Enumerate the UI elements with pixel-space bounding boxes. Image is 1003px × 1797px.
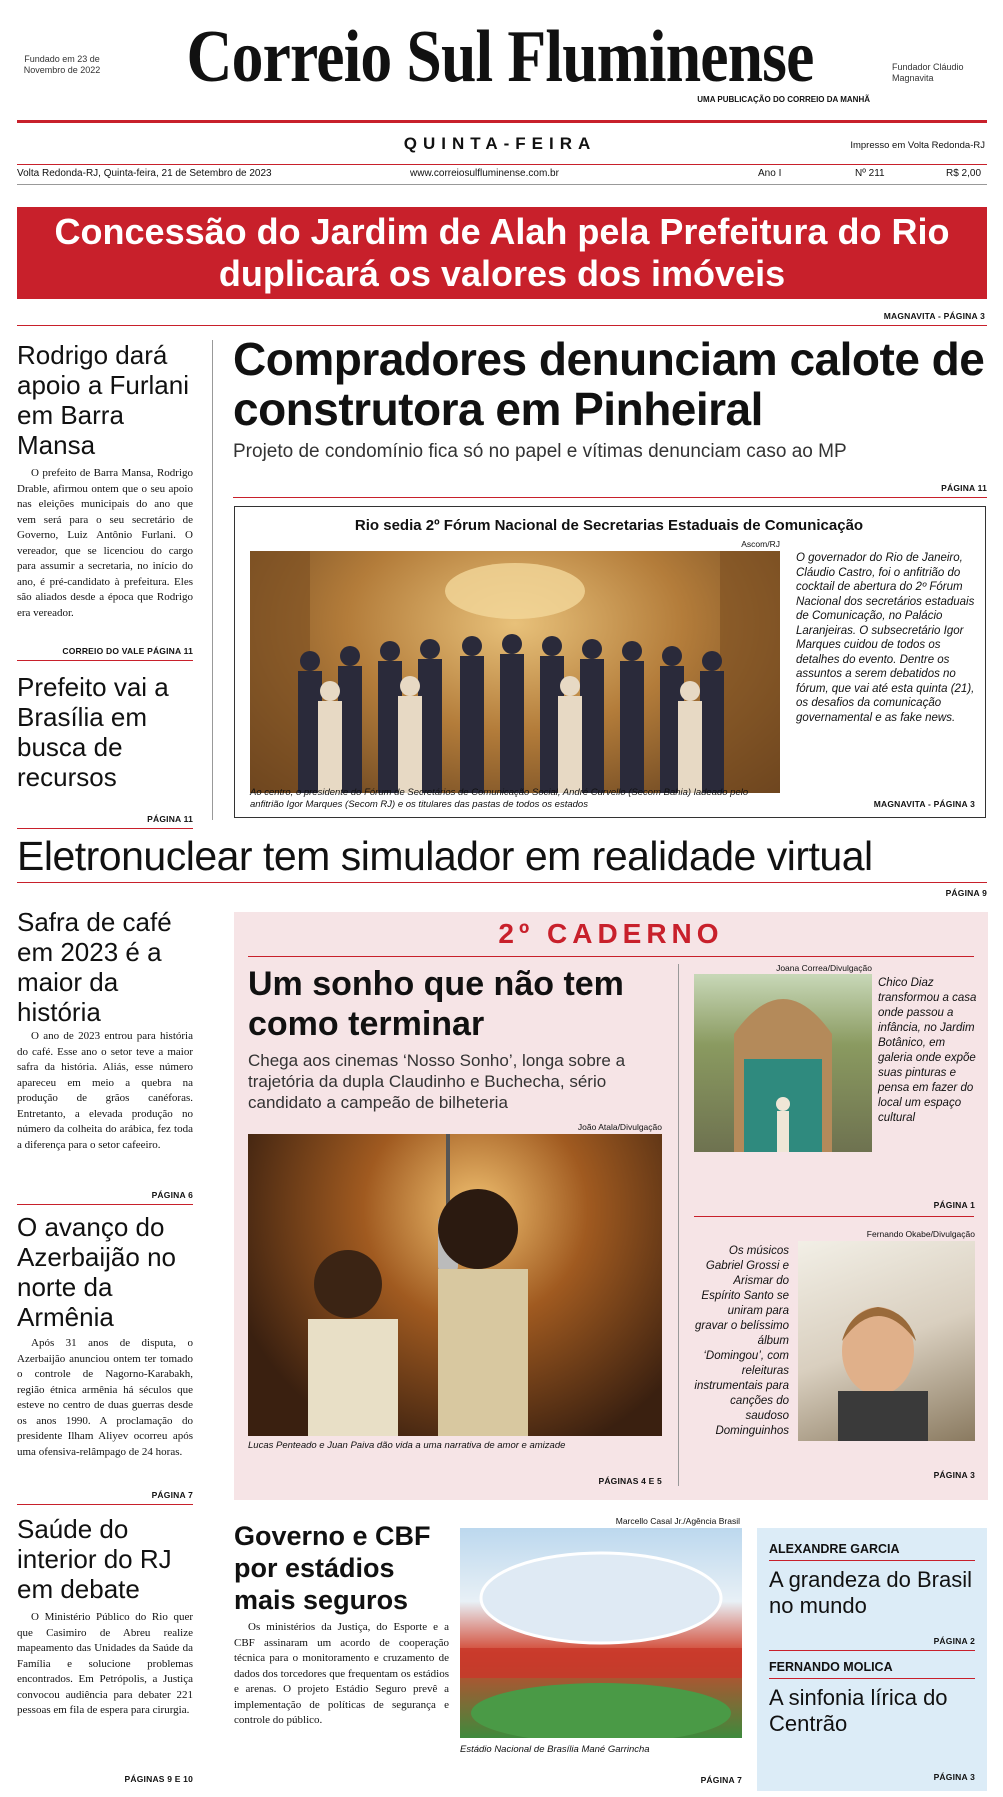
col1-title[interactable]: A grandeza do Brasil no mundo bbox=[769, 1567, 973, 1618]
place-date: Volta Redonda-RJ, Quinta-feira, 21 de Setembro de 2023 bbox=[17, 168, 272, 179]
caderno-vdivider bbox=[678, 964, 679, 1486]
caderno-photo-caption: Lucas Penteado e Juan Paiva dão vida a uma narrativa de amor e amizade bbox=[248, 1440, 566, 1451]
story5-headline[interactable]: Saúde do interior do RJ em debate bbox=[17, 1514, 172, 1604]
forum-group-illustration bbox=[250, 551, 780, 793]
story4-block bbox=[17, 1212, 193, 1460]
banner-headline: Concessão do Jardim de Alah pela Prefeitura do Rio duplicará os valores dos imóveis bbox=[54, 211, 950, 294]
col2-author: FERNANDO MOLICA bbox=[769, 1660, 893, 1674]
story5-body: O Ministério Público do Rio quer que Casimiro de Abreu realize mapeamento das Unidades da Saúde da Família e solucione problemas encontrados. Em Petrópolis, a Justiça convocou audiência para debater 221 pessoas em fila de espera para cirurgia. bbox=[17, 1611, 193, 1716]
story5-ref[interactable]: PÁGINAS 9 E 10 bbox=[124, 1774, 193, 1784]
main-ref[interactable]: PÁGINA 11 bbox=[941, 483, 987, 493]
caderno-subhead: Chega aos cinemas ‘Nosso Sonho’, longa sobre a trajetória da dupla Claudinho e Buchecha, sério candidato a campeão de bilheteria bbox=[248, 1051, 626, 1112]
story2-headline[interactable]: Prefeito vai a Brasília em busca de recursos bbox=[17, 672, 169, 792]
printed-note: Impresso em Volta Redonda-RJ bbox=[850, 140, 985, 151]
caderno-label[interactable]: 2º CADERNO bbox=[498, 918, 724, 949]
side2-text: Os músicos Gabriel Grossi e Arismar do Espírito Santo se uniram para gravar o belíssimo álbum ‘Domingou’, com releituras instrumentais para canções do saudoso Dominguinhos bbox=[694, 1245, 789, 1437]
forum-ref[interactable]: MAGNAVITA - PÁGINA 3 bbox=[873, 799, 975, 809]
forum-caption: Ao centro, o presidente do Fórum de Secretários de Comunicação Social, André Curvello (Secom Bahia) ladeado pelo anfitrião Igor Marques (Secom RJ) e os titulares das pastas de todos os estados bbox=[250, 787, 749, 810]
musician-illustration bbox=[798, 1241, 975, 1441]
story3-ref[interactable]: PÁGINA 6 bbox=[151, 1190, 193, 1200]
main-rule bbox=[233, 497, 987, 498]
story1-body: O prefeito de Barra Mansa, Rodrigo Drable, afirmou ontem que o seu apoio nas eleições municipais do ano que vem será para o seu secretário de Governo, Luiz Antônio Furlani. O vereador, que se licenciou do cargo para assumir a secretaria, no início do ano, é pré-candidato à prefeitura. Eles são aliados desde a época que Rodrigo era vereador. bbox=[17, 467, 193, 619]
col1-bottom-rule bbox=[769, 1650, 975, 1651]
dateline-rule-top bbox=[17, 164, 987, 165]
caderno-photo-credit: João Atala/Divulgação bbox=[577, 1122, 662, 1132]
caderno-headline[interactable]: Um sonho que não tem como terminar bbox=[248, 965, 624, 1043]
story1-ref[interactable]: CORREIO DO VALE PÁGINA 11 bbox=[62, 646, 193, 656]
side2-credit: Fernando Okabe/Divulgação bbox=[866, 1229, 975, 1239]
side2-photo bbox=[798, 1241, 975, 1441]
banner-ref[interactable]: MAGNAVITA - PÁGINA 3 bbox=[883, 311, 985, 321]
side1-ref[interactable]: PÁGINA 1 bbox=[933, 1200, 975, 1210]
studio-illustration bbox=[248, 1134, 662, 1436]
garden-house-illustration bbox=[694, 974, 872, 1152]
banner-rule bbox=[17, 325, 987, 326]
col2-ref[interactable]: PÁGINA 3 bbox=[933, 1772, 975, 1782]
cbf-body: Os ministérios da Justiça, do Esporte e a CBF assinaram um acordo de cooperação técnica para o monitoramento e cruzamento de dados dos torcedores que frequentam os estádios e arenas. O projeto Estádio Seguro prevê a implementação de políticas de segurança e controle do público. bbox=[234, 1621, 449, 1726]
edition-number: Nº 211 bbox=[855, 168, 885, 179]
story3-rule bbox=[17, 1204, 193, 1205]
caderno-rule bbox=[248, 956, 974, 957]
website-link[interactable]: www.correiosulfluminense.com.br bbox=[410, 168, 559, 179]
col2-title[interactable]: A sinfonia lírica do Centrão bbox=[769, 1685, 948, 1736]
cbf-ref[interactable]: PÁGINA 7 bbox=[700, 1775, 742, 1785]
eletro-headline[interactable]: Eletronuclear tem simulador em realidade virtual bbox=[17, 833, 873, 879]
caderno-photo bbox=[248, 1134, 662, 1436]
cbf-headline[interactable]: Governo e CBF por estádios mais seguros bbox=[234, 1521, 431, 1615]
story1-headline[interactable]: Rodrigo dará apoio a Furlani em Barra Mansa bbox=[17, 340, 189, 460]
main-headline[interactable]: Compradores denunciam calote de construtora em Pinheiral bbox=[233, 333, 985, 435]
eletro-ref[interactable]: PÁGINA 9 bbox=[945, 888, 987, 898]
story5-block bbox=[17, 1514, 193, 1719]
edition-year: Ano I bbox=[758, 168, 782, 179]
forum-title[interactable]: Rio sedia 2º Fórum Nacional de Secretarias Estaduais de Comunicação bbox=[354, 517, 864, 534]
left-column bbox=[17, 340, 193, 621]
founder-note: Fundador Cláudio Magnavita bbox=[892, 62, 964, 83]
story3-block bbox=[17, 907, 193, 1153]
stadium-illustration bbox=[460, 1528, 742, 1738]
column-divider bbox=[212, 340, 213, 820]
col1-ref[interactable]: PÁGINA 2 bbox=[933, 1636, 975, 1646]
forum-text: O governador do Rio de Janeiro, Cláudio Castro, foi o anfitrião do cocktail de abertura do 2º Fórum Nacional dos secretários estaduais de Comunicação, no Palácio Laranjeiras. O subsecretário Igor Marques cuidou de todos os detalhes do evento. Dentre os assuntos a serem debatidos no fórum, que vai até esta quinta (21), os desafios da comunicação governamental e as fake news. bbox=[796, 552, 975, 724]
cbf-photo-credit: Marcello Casal Jr./Agência Brasil bbox=[615, 1516, 740, 1526]
cbf-photo bbox=[460, 1528, 742, 1738]
col1-rule bbox=[769, 1560, 975, 1561]
weekday: QUINTA-FEIRA bbox=[403, 134, 597, 153]
side2-ref[interactable]: PÁGINA 3 bbox=[933, 1470, 975, 1480]
story3-body: O ano de 2023 entrou para história do café. Esse ano o setor teve a maior safra da história. Aliás, esse número apareceu em meio a quebra na produção de grãos canéforas. Entretanto, a elevada produção no número da colheita do arábica, fez toda a diferença para o setor cafeeiro. bbox=[17, 1030, 193, 1151]
main-subhead: Projeto de condomínio fica só no papel e vítimas denunciam caso ao MP bbox=[233, 441, 847, 462]
eletro-rule bbox=[17, 882, 987, 883]
cbf-caption: Estádio Nacional de Brasília Mané Garrincha bbox=[460, 1744, 650, 1755]
masthead-title: Correio Sul Fluminense bbox=[186, 16, 814, 98]
col1-author: ALEXANDRE GARCIA bbox=[769, 1542, 900, 1556]
dateline-rule-bottom bbox=[17, 184, 987, 185]
story4-body: Após 31 anos de disputa, o Azerbaijão anunciou ontem ter tomado o controle de Nagorno-Karabakh, região étnica armênia há séculos que esteve no centro de duas guerras desde os anos 1990. A proclamação do presidente Ilham Aliyev ocorreu após uma ofensiva-relâmpago de 24 horas. bbox=[17, 1337, 193, 1458]
story4-headline[interactable]: O avanço do Azerbaijão no norte da Armênia bbox=[17, 1212, 176, 1332]
caderno-ref[interactable]: PÁGINAS 4 E 5 bbox=[598, 1476, 662, 1486]
forum-photo bbox=[250, 551, 780, 793]
side1-text: Chico Diaz transformou a casa onde passou a infância, no Jardim Botânico, em galeria onde expõe suas pinturas e pensa em fazer do local um espaço cultural bbox=[878, 977, 977, 1124]
story1-rule bbox=[17, 660, 193, 661]
story4-ref[interactable]: PÁGINA 7 bbox=[151, 1490, 193, 1500]
masthead-rule bbox=[17, 120, 987, 123]
side1-credit: Joana Correa/Divulgação bbox=[776, 963, 872, 973]
side1-photo bbox=[694, 974, 872, 1152]
side1-rule bbox=[694, 1216, 974, 1217]
col2-rule bbox=[769, 1678, 975, 1679]
story4-rule bbox=[17, 1504, 193, 1505]
story2-ref[interactable]: PÁGINA 11 bbox=[147, 814, 193, 824]
banner-box[interactable] bbox=[17, 207, 987, 299]
founded-note: Fundado em 23 de Novembro de 2022 bbox=[23, 54, 101, 75]
price: R$ 2,00 bbox=[946, 168, 982, 179]
story2-rule bbox=[17, 828, 193, 829]
forum-photo-credit: Ascom/RJ bbox=[741, 539, 780, 549]
masthead-tagline: UMA PUBLICAÇÃO DO CORREIO DA MANHÃ bbox=[697, 95, 870, 104]
story3-headline[interactable]: Safra de café em 2023 é a maior da história bbox=[17, 907, 172, 1027]
